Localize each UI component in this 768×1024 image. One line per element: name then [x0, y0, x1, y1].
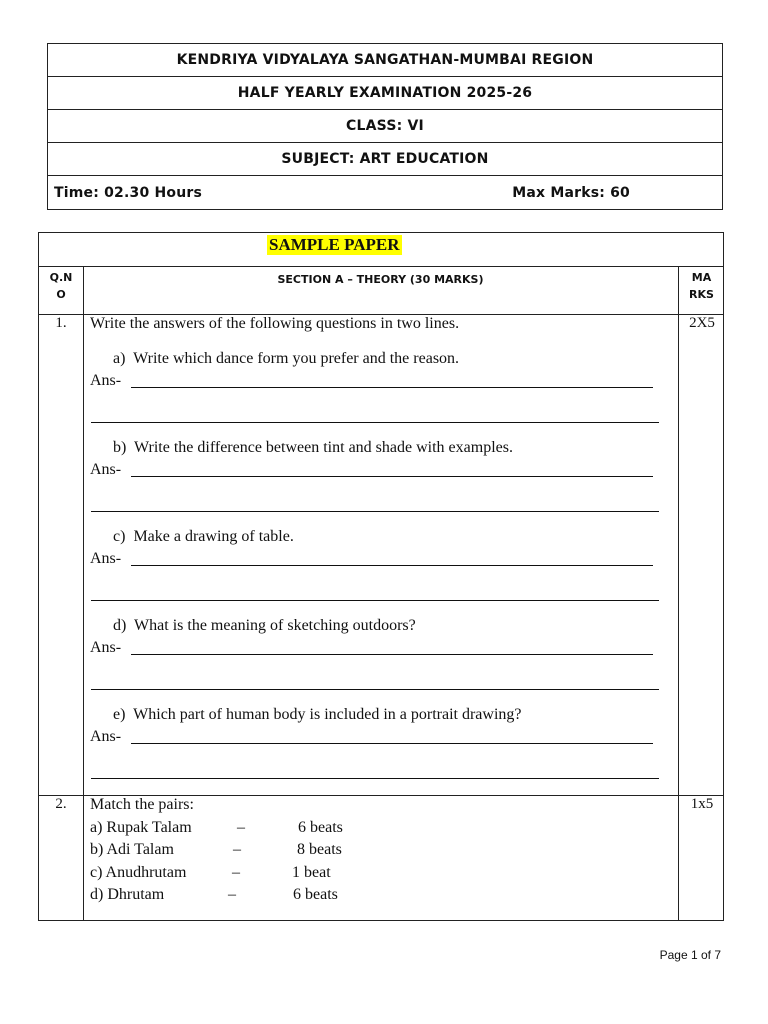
answer-prefix: Ans-: [90, 550, 122, 567]
match-left: c) Anudhrutam: [90, 864, 187, 881]
answer-line[interactable]: [91, 422, 659, 423]
answer-line[interactable]: [131, 387, 653, 388]
answer-line[interactable]: [131, 654, 653, 655]
section-header: SECTION A – THEORY (30 MARKS): [277, 273, 484, 286]
question-marks: 2X5: [689, 315, 715, 331]
answer-line[interactable]: [91, 689, 659, 690]
exam-name: HALF YEARLY EXAMINATION 2025-26: [48, 77, 722, 110]
question-instruction: Write the answers of the following questions in two lines.: [90, 315, 460, 332]
qno-column-header: Q.N O: [49, 271, 73, 301]
question-table: [38, 232, 724, 921]
match-dash: –: [233, 841, 241, 858]
subject-label: SUBJECT: ART EDUCATION: [48, 143, 722, 176]
question-part: b) Write the difference between tint and shade with examples.: [113, 439, 513, 456]
max-marks-label: Max Marks: 60: [512, 184, 630, 201]
match-right: 8 beats: [297, 841, 342, 858]
marks-column-header: MA RKS: [689, 271, 714, 301]
answer-line[interactable]: [91, 778, 659, 779]
page-number: Page 1 of 7: [659, 948, 721, 962]
answer-line[interactable]: [91, 600, 659, 601]
match-dash: –: [237, 819, 245, 836]
answer-prefix: Ans-: [90, 639, 122, 656]
match-left: d) Dhrutam: [90, 886, 165, 903]
question-part: d) What is the meaning of sketching outdoors?: [113, 617, 416, 634]
question-part: a) Write which dance form you prefer and the reason.: [113, 350, 460, 367]
question-number: 2.: [55, 796, 67, 812]
match-right: 6 beats: [298, 819, 343, 836]
match-dash: –: [228, 886, 236, 903]
class-label: CLASS: VI: [48, 110, 722, 143]
column-divider: [83, 267, 84, 920]
answer-prefix: Ans-: [90, 728, 122, 745]
match-right: 6 beats: [293, 886, 338, 903]
column-divider: [678, 267, 679, 920]
exam-header: [47, 43, 723, 210]
question-marks: 1x5: [690, 796, 714, 812]
question-number: 1.: [55, 315, 67, 331]
question-part: c) Make a drawing of table.: [113, 528, 294, 545]
time-marks-row: [48, 176, 722, 209]
match-right: 1 beat: [292, 864, 331, 881]
match-dash: –: [232, 864, 240, 881]
answer-line[interactable]: [131, 476, 653, 477]
answer-line[interactable]: [131, 565, 653, 566]
title-row: [39, 233, 723, 267]
sample-paper-title: SAMPLE PAPER: [269, 235, 400, 254]
school-name: KENDRIYA VIDYALAYA SANGATHAN-MUMBAI REGION: [48, 44, 722, 77]
match-left: a) Rupak Talam: [90, 819, 192, 836]
answer-prefix: Ans-: [90, 461, 122, 478]
answer-line[interactable]: [91, 511, 659, 512]
question-part: e) Which part of human body is included in a portrait drawing?: [113, 706, 522, 723]
time-label: Time: 02.30 Hours: [54, 184, 203, 201]
match-left: b) Adi Talam: [90, 841, 174, 858]
answer-prefix: Ans-: [90, 372, 122, 389]
question-instruction: Match the pairs:: [90, 796, 194, 813]
answer-line[interactable]: [131, 743, 653, 744]
